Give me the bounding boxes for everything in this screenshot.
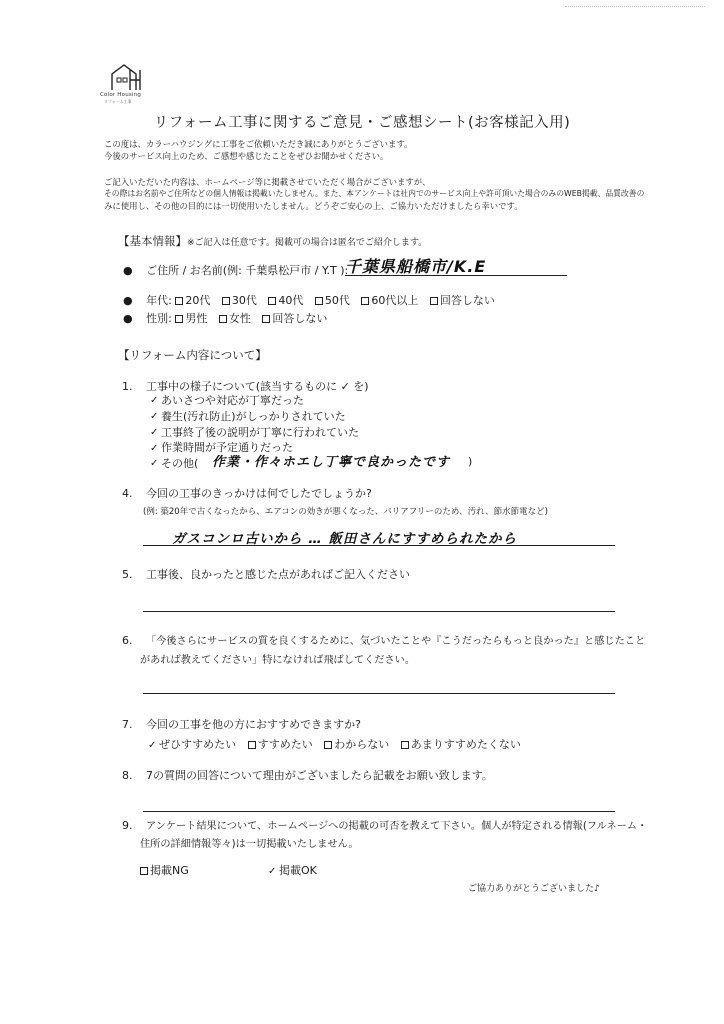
q4-answer[interactable]: ガスコンロ古いから … 飯田さんにすすめられたから xyxy=(172,531,518,547)
q7-options xyxy=(148,736,529,752)
age-option-60plus[interactable]: 60代以上 xyxy=(361,294,418,307)
check-icon: ✓ xyxy=(150,411,159,422)
question-4: 4. 今回の工事のきっかけは何でしたでしょうか? xyxy=(122,487,372,500)
q7-option-definitely[interactable]: ✓ ぜひすすめたい xyxy=(148,738,237,751)
q1-other-close: ) xyxy=(468,455,473,468)
question-6: 6. 「今後さらにサービスの質を良くするために、気づいたことや『こうだったらもっと良かった』と感じたこと xyxy=(122,634,646,647)
q9-option-ok[interactable]: ✓ 掲載OK xyxy=(268,864,317,877)
q1-option-other[interactable]: ✓ その他( xyxy=(150,457,199,470)
question-8: 8. 7の質問の回答について理由がございましたら記載をお願い致します。 xyxy=(122,769,493,782)
q4-example: (例: 築20年で古くなったから、エアコンの効きが悪くなった、バリアフリーのため、汚れ、節水節電など) xyxy=(143,507,548,517)
question-7: 7. 今回の工事を他の方におすすめできますか? xyxy=(122,718,361,731)
gender-option-female[interactable]: 女性 xyxy=(219,312,251,325)
address-underline xyxy=(345,275,567,276)
gender-option-no-answer[interactable]: 回答しない xyxy=(262,312,327,325)
scan-mark xyxy=(565,6,705,7)
q9-option-ng[interactable]: 掲載NG xyxy=(140,862,189,878)
age-row: ● 年代: 20代 30代 40代 50代 60代以上 回答しない xyxy=(123,294,495,307)
question-5: 5. 工事後、良かったと感じた点があればご記入ください xyxy=(122,568,410,581)
q1-option-greeting[interactable]: ✓ あいさつや対応が丁寧だった xyxy=(150,394,304,407)
age-option-20[interactable]: 20代 xyxy=(175,294,210,307)
gender-row: ● 性別: 男性 女性 回答しない xyxy=(123,312,328,325)
reform-header: 【リフォーム内容について】 xyxy=(118,348,267,362)
question-9-cont: 住所の詳細情報等々)は一切掲載いたしません。 xyxy=(140,839,359,850)
thanks-text: ご協力ありがとうございました♪ xyxy=(468,884,600,894)
check-icon: ✓ xyxy=(150,458,159,470)
notice-text: ご記入いただいた内容は、ホームページ等に掲載させていただく場合がございますが、 その際はお名前やご住所などの個人情報は掲載いたしません。また、本アンケートは社内でのサービス向上や許可頂いた場合のみのWEB掲載、品質改善の みに使用し、その他の目的には一切使用いたしません。どうぞご安心の上、ご協力いただけましたら幸いです。 xyxy=(104,177,645,211)
q4-answer-line xyxy=(143,545,615,546)
q1-option-schedule[interactable]: ✓ 作業時間が予定通りだった xyxy=(150,441,293,455)
q8-answer-line[interactable] xyxy=(143,811,615,812)
check-icon: ✓ xyxy=(150,395,159,407)
question-9: 9. アンケート結果について、ホームページへの掲載の可否を教えて下さい。個人が特定される情報(フルネーム・ xyxy=(122,819,648,832)
q7-option-not-really[interactable]: あまりすすめたくない xyxy=(401,738,521,751)
q7-option-unsure[interactable]: わからない xyxy=(324,738,389,751)
page-title: リフォーム工事に関するご意見・ご感想シート(お客様記入用) xyxy=(153,115,571,131)
check-icon: ✓ xyxy=(150,426,159,438)
basic-info-header: 【基本情報】※ご記入は任意です。掲載可の場合は匿名でご紹介します。 xyxy=(118,234,428,248)
check-icon: ✓ xyxy=(268,865,277,877)
logo-text: Color Housing xyxy=(100,92,142,98)
intro-text: この度は、カラーハウジングに工事をご依頼いただき誠にありがとうございます。 今後のサービス向上のため、ご感想や感じたことをぜひお聞かせください。 xyxy=(104,139,413,161)
age-option-50[interactable]: 50代 xyxy=(315,294,350,307)
question-6-cont: があれば教えてください」特になければ飛ばしてください。 xyxy=(140,655,416,666)
q1-option-curing[interactable]: ✓ 養生(汚れ防止)がしっかりされていた xyxy=(150,409,346,423)
q1-option-explanation[interactable]: ✓ 工事終了後の説明が丁寧に行われていた xyxy=(150,425,359,439)
check-icon: ✓ xyxy=(148,739,157,751)
age-option-no-answer[interactable]: 回答しない xyxy=(430,294,495,307)
q5-answer-line[interactable] xyxy=(143,611,615,612)
gender-option-male[interactable]: 男性 xyxy=(175,312,207,325)
q1-other-answer[interactable]: 作業・作々ホエし丁寧で良かったです xyxy=(212,455,451,470)
address-label: ご住所 / お名前(例: 千葉県松戸市 / Y.T ): xyxy=(146,264,349,277)
address-answer[interactable]: 千葉県船橋市/K.E xyxy=(345,257,487,276)
address-row: ● ご住所 / お名前(例: 千葉県松戸市 / Y.T ): xyxy=(123,264,349,277)
logo-subtext: リフォーム工事 xyxy=(104,99,132,104)
check-icon: ✓ xyxy=(150,442,159,454)
q7-option-recommend[interactable]: すすめたい xyxy=(248,738,313,751)
age-option-40[interactable]: 40代 xyxy=(268,294,303,307)
house-logo-icon xyxy=(104,62,150,92)
question-1: 1. 工事中の様子について(該当するものに ✓ を) xyxy=(122,380,369,393)
q6-answer-line[interactable] xyxy=(143,693,615,694)
age-option-30[interactable]: 30代 xyxy=(222,294,257,307)
